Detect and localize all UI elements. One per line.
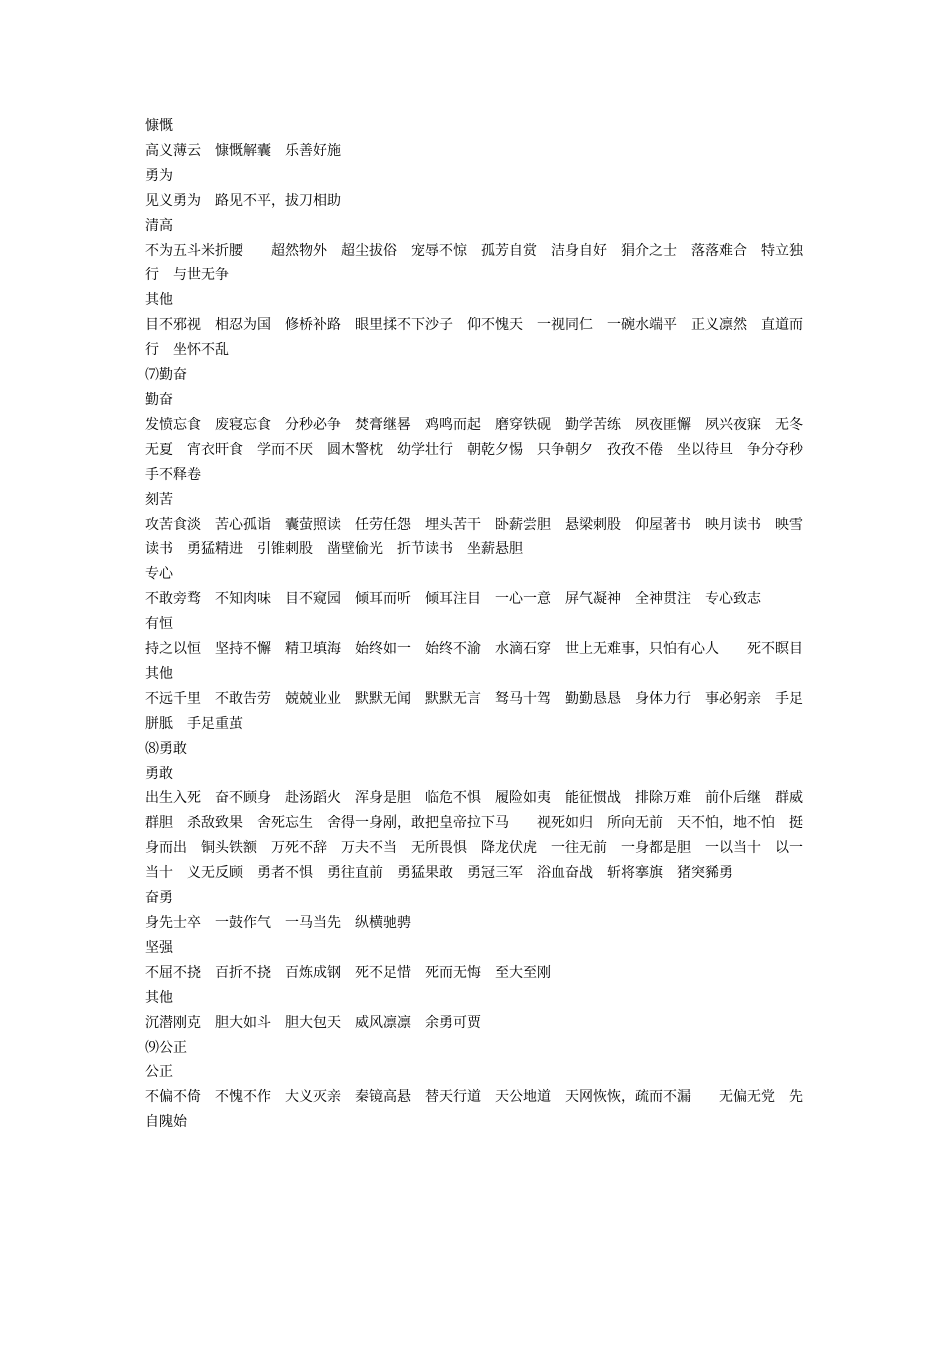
idiom-list: 见义勇为 路见不平，拔刀相助	[145, 192, 341, 209]
category-heading: 勇敢	[145, 765, 173, 782]
idiom-list: 不屈不挠 百折不挠 百炼成钢 死不足惜 死而无悔 至大至刚	[145, 964, 551, 981]
category-heading: 慷慨	[145, 118, 173, 134]
idiom-list: 攻苦食淡 苦心孤诣 囊萤照读 任劳任怨 埋头苦干 卧薪尝胆 悬梁刺股 仰屋著书 映月读书 映雪读书 勇猛精进 引锥刺股 凿壁偷光 折节读书 坐薪悬胆	[145, 516, 803, 558]
idiom-list: 持之以恒 坚持不懈 精卫填海 始终如一 始终不渝 水滴石穿 世上无难事，只怕有心人 死不瞑目	[145, 641, 803, 658]
idiom-list: 不远千里 不敢告劳 兢兢业业 默默无闻 默默无言 驽马十驾 勤勤恳恳 身体力行 事必躬亲 手足胼胝 手足重茧	[145, 690, 803, 732]
idiom-list: 不偏不倚 不愧不作 大义灭亲 秦镜高悬 替天行道 天公地道 天网恢恢，疏而不漏 无偏无党 先自隗始	[145, 1089, 803, 1131]
category-heading: 奋勇	[145, 890, 173, 907]
category-heading: 勇为	[145, 167, 173, 184]
idiom-list: 身先士卒 一鼓作气 一马当先 纵横驰骋	[145, 915, 411, 931]
category-heading: 公正	[145, 1064, 173, 1081]
category-heading: 有恒	[145, 616, 173, 633]
category-heading: 清高	[145, 217, 173, 234]
idiom-list: 高义薄云 慷慨解囊 乐善好施	[145, 142, 341, 159]
category-heading: 刻苦	[145, 491, 173, 508]
document-body	[145, 114, 817, 1135]
idiom-list: 不敢旁骛 不知肉味 目不窥园 倾耳而听 倾耳注目 一心一意 屏气凝神 全神贯注 专心致志	[145, 591, 761, 608]
category-heading: 坚强	[145, 939, 173, 956]
section-heading: ⑻勇敢	[145, 740, 187, 757]
category-heading: 其他	[145, 292, 173, 309]
section-heading: ⑼公正	[145, 1039, 187, 1056]
category-heading: 其他	[145, 665, 173, 682]
idiom-list: 发愤忘食 废寝忘食 分秒必争 焚膏继晷 鸡鸣而起 磨穿铁砚 勤学苦练 夙夜匪懈 夙兴夜寐 无冬无夏 宵衣旰食 学而不厌 圆木警枕 幼学壮行 朝乾夕惕 只争朝夕 孜孜不倦 坐以待旦 争分夺秒 手不释卷	[145, 416, 817, 483]
idiom-list: 沉潜刚克 胆大如斗 胆大包天 威风凛凛 余勇可贾	[145, 1014, 481, 1031]
section-heading: ⑺勤奋	[145, 367, 187, 384]
category-heading: 其他	[145, 989, 173, 1006]
idiom-list: 目不邪视 相忍为国 修桥补路 眼里揉不下沙子 仰不愧天 一视同仁 一碗水端平 正义凛然 直道而行 坐怀不乱	[145, 317, 803, 359]
category-heading: 专心	[145, 566, 173, 583]
idiom-list: 出生入死 奋不顾身 赴汤蹈火 浑身是胆 临危不惧 履险如夷 能征惯战 排除万难 前仆后继 群威群胆 杀敌致果 舍死忘生 舍得一身剐，敢把皇帝拉下马 视死如归 所向无前 天不怕，地不怕 挺身而出 铜头铁额 万死不辞 万夫不当 无所畏惧 降龙伏虎 一往无前 一身都是胆 一以当十 以一当十 义无反顾 勇者不惧 勇往直前 勇猛果敢 勇冠三军 浴血奋战 斩将搴旗 猪突豨勇	[145, 790, 803, 882]
category-heading: 勤奋	[145, 391, 173, 408]
idiom-list: 不为五斗米折腰 超然物外 超尘拔俗 宠辱不惊 孤芳自赏 洁身自好 狷介之士 落落难合 特立独行 与世无争	[145, 242, 803, 284]
